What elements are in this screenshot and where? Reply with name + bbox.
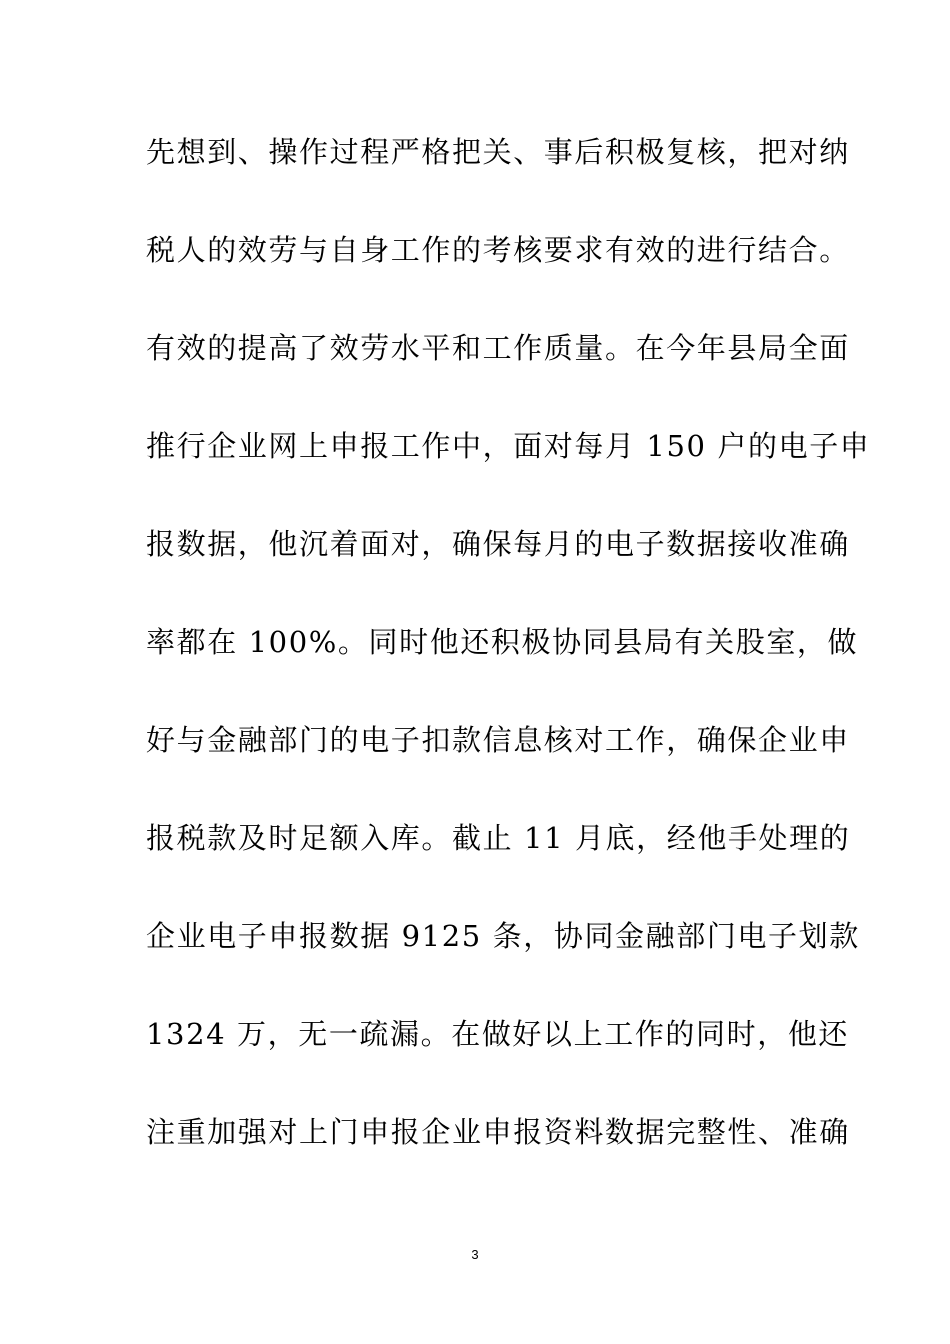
text-line: 税人的效劳与自身工作的考核要求有效的进行结合。 <box>146 233 850 267</box>
text-line: 报数据，他沉着面对，确保每月的电子数据接收准确 <box>146 527 850 561</box>
body-text <box>146 126 871 1204</box>
text-line: 有效的提高了效劳水平和工作质量。在今年县局全面 <box>146 331 850 365</box>
text-line: 先想到、操作过程严格把关、事后积极复核，把对纳 <box>146 135 850 169</box>
text-line: 好与金融部门的电子扣款信息核对工作，确保企业申 <box>146 723 850 757</box>
text-line: 注重加强对上门申报企业申报资料数据完整性、准确 <box>146 1115 850 1149</box>
text-line: 1324 万，无一疏漏。在做好以上工作的同时，他还 <box>146 1017 850 1051</box>
text-line: 报税款及时足额入库。截止 11 月底，经他手处理的 <box>146 821 851 855</box>
page-number: 3 <box>471 1247 479 1262</box>
text-line: 推行企业网上申报工作中，面对每月 150 户的电子申 <box>146 429 871 463</box>
text-line: 率都在 100%。同时他还积极协同县局有关股室，做 <box>146 625 859 659</box>
text-line: 企业电子申报数据 9125 条，协同金融部门电子划款 <box>146 919 860 953</box>
